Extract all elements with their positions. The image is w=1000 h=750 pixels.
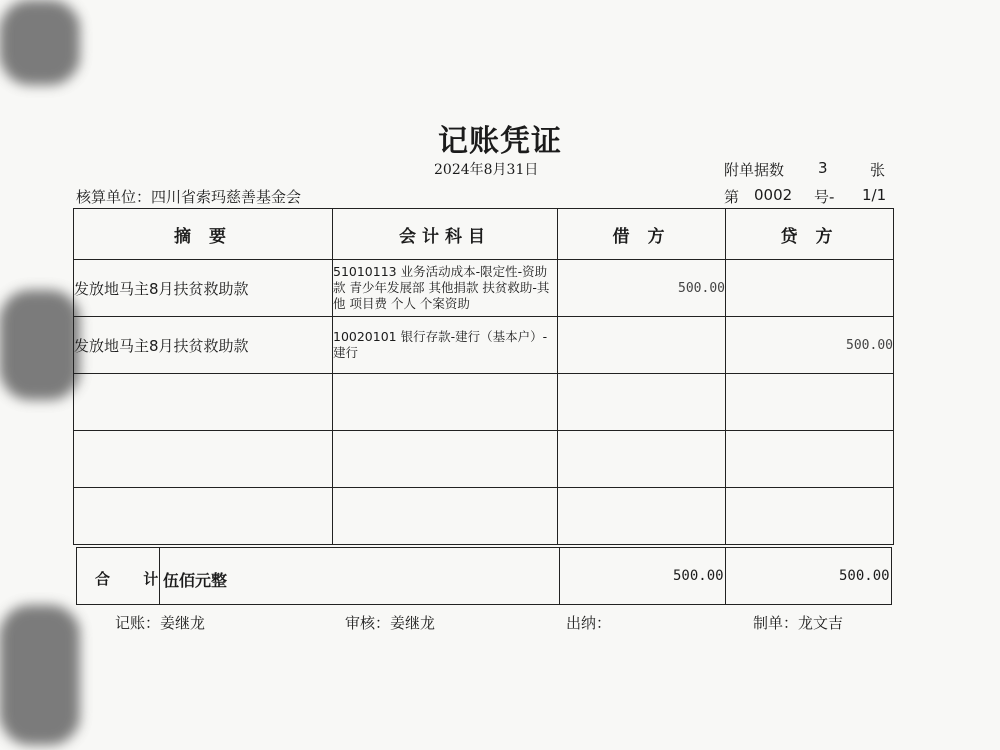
bookkeeper-name: 姜继龙 bbox=[160, 614, 206, 632]
table-row bbox=[74, 260, 894, 317]
preparer-signature bbox=[753, 612, 843, 633]
bookkeeper-label: 记账： bbox=[115, 614, 161, 632]
scan-smudge bbox=[0, 290, 80, 400]
total-label: 合 计 bbox=[95, 570, 173, 588]
table-row-empty bbox=[74, 374, 894, 431]
voucher-table bbox=[73, 208, 894, 545]
number-prefix: 第 bbox=[724, 188, 740, 206]
unit-name: 四川省索玛慈善基金会 bbox=[151, 188, 302, 206]
number-suffix: 号- bbox=[814, 188, 835, 206]
header-summary: 摘 要 bbox=[74, 209, 333, 260]
row-debit bbox=[558, 317, 726, 374]
column-divider bbox=[559, 548, 560, 604]
table-row-empty bbox=[74, 488, 894, 545]
total-row bbox=[76, 547, 892, 605]
row-account: 10020101 银行存款-建行（基本户）-建行 bbox=[333, 317, 558, 374]
total-credit: 500.00 bbox=[839, 568, 890, 584]
total-in-words: 伍佰元整 bbox=[163, 571, 228, 590]
voucher-date: 2024年8月31日 bbox=[434, 162, 539, 178]
header-credit: 贷 方 bbox=[726, 209, 894, 260]
page-number: 1/1 bbox=[862, 186, 887, 204]
attachment-count: 3 bbox=[818, 159, 828, 177]
reviewer-name: 姜继龙 bbox=[390, 614, 436, 632]
accounting-unit bbox=[76, 186, 301, 207]
attachment-label: 附单据数 bbox=[724, 161, 785, 179]
row-summary: 发放地马主8月扶贫救助款 bbox=[74, 317, 333, 374]
preparer-name: 龙文吉 bbox=[798, 614, 844, 632]
column-divider bbox=[725, 548, 726, 604]
scan-smudge bbox=[0, 0, 80, 85]
header-debit: 借 方 bbox=[558, 209, 726, 260]
scan-smudge bbox=[0, 605, 80, 745]
reviewer-signature bbox=[345, 612, 435, 633]
preparer-label: 制单： bbox=[753, 614, 799, 632]
row-account: 51010113 业务活动成本-限定性-资助款 青少年发展部 其他捐款 扶贫救助-其他 项目费 个人 个案资助 bbox=[333, 260, 558, 317]
unit-label: 核算单位： bbox=[76, 188, 152, 206]
cashier-label: 出纳： bbox=[566, 614, 612, 632]
bookkeeper-signature bbox=[115, 612, 205, 633]
row-credit bbox=[726, 260, 894, 317]
table-row-empty bbox=[74, 431, 894, 488]
header-account: 会计科目 bbox=[333, 209, 558, 260]
reviewer-label: 审核： bbox=[345, 614, 391, 632]
row-summary: 发放地马主8月扶贫救助款 bbox=[74, 260, 333, 317]
table-header-row bbox=[74, 209, 894, 260]
row-debit: 500.00 bbox=[558, 260, 726, 317]
voucher-title: 记账凭证 bbox=[438, 124, 562, 159]
cashier-signature bbox=[566, 612, 611, 633]
total-debit: 500.00 bbox=[673, 568, 724, 584]
row-credit: 500.00 bbox=[726, 317, 894, 374]
attachment-unit: 张 bbox=[870, 161, 886, 179]
attachment-info bbox=[724, 159, 886, 180]
number-value: 0002 bbox=[754, 186, 793, 204]
table-row bbox=[74, 317, 894, 374]
